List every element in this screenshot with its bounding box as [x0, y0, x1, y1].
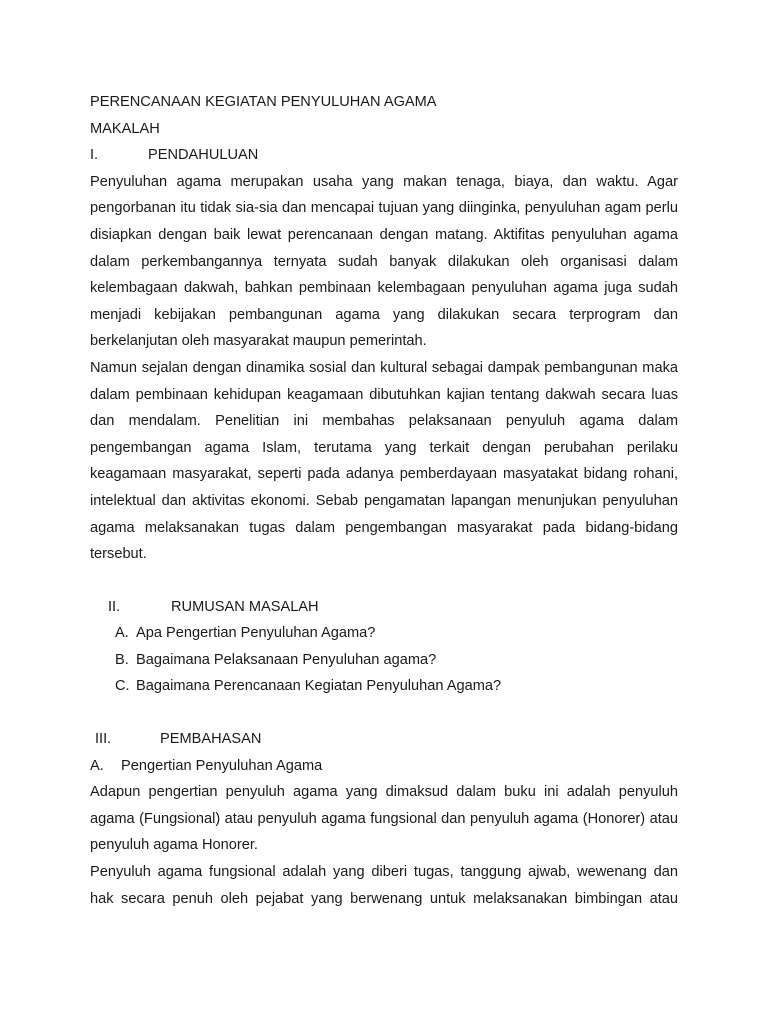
section-heading-pendahuluan [90, 142, 678, 169]
list-marker: A. [115, 625, 129, 642]
section-heading-rumusan-masalah [90, 594, 678, 621]
document-title: PERENCANAAN KEGIATAN PENYULUHAN AGAMA [90, 94, 437, 110]
list-item [90, 620, 678, 647]
list-item-text: Bagaimana Pelaksanaan Penyuluhan agama? [136, 651, 437, 668]
section-title: PENDAHULUAN [148, 147, 259, 164]
list-marker: C. [115, 678, 130, 695]
paragraph: Namun sejalan dengan dinamika sosial dan kultural sebagai dampak pembangunan maka dalam pembinaan kehidupan keagamaan dibutuhkan kajian tentang dakwah secara luas dan mendalam. Penelitian ini membahas pelaksanaan penyuluh agama dalam pengembangan agama Islam, terutama yang terkait dengan perubahan perilaku keagamaan masyarakat, seperti pada adanya pemberdayaan masyatakat bidang rohani, intelektual dan aktivitas ekonomi. Sebab pengamatan lapangan menunjukan penyuluhan agama melaksanakan tugas dalam pengembangan masyarakat pada bidang-bidang tersebut. [90, 359, 678, 563]
section-number: I. [90, 147, 99, 164]
subsection-title: Pengertian Penyuluhan Agama [121, 757, 323, 774]
document-page [90, 89, 678, 912]
list-item-text: Bagaimana Perencanaan Kegiatan Penyuluhan Agama? [136, 678, 502, 695]
section-number: III. [95, 731, 112, 748]
problem-list [90, 620, 678, 700]
list-item [90, 673, 678, 700]
section-title: RUMUSAN MASALAH [171, 598, 319, 615]
paragraph: Penyuluh agama fungsional adalah yang diberi tugas, tanggung ajwab, wewenang dan hak secara penuh oleh pejabat yang berwenang untuk melaksanakan bimbingan atau [90, 864, 678, 907]
list-marker: B. [115, 651, 129, 668]
section-number: II. [108, 598, 121, 615]
document-subtitle: MAKALAH [90, 120, 160, 137]
paragraph: Penyuluhan agama merupakan usaha yang makan tenaga, biaya, dan waktu. Agar pengorbanan itu tidak sia-sia dan mencapai tujuan yang diinginka, penyuluhan agam perlu disiapkan dengan baik lewat perencanaan dengan matang. Aktifitas penyuluhan agama dalam perkembangannya ternyata sudah banyak dilakukan oleh organisasi dalam kelembagaan dakwah, bahkan pembinaan kelembagaan penyuluhan agama juga sudah menjadi kebijakan pembangunan agama yang dilakukan secara terprogram dan berkelanjutan oleh masyarakat maupun pemerintah. [90, 173, 678, 350]
section-title: PEMBAHASAN [160, 731, 262, 748]
subsection-heading [90, 753, 678, 780]
paragraph: Adapun pengertian penyuluh agama yang dimaksud dalam buku ini adalah penyuluh agama (Fungsional) atau penyuluh agama fungsional dan penyuluh agama (Honorer) atau penyuluh agama Honorer. [90, 784, 678, 854]
subsection-marker: A. [90, 757, 104, 774]
list-item-text: Apa Pengertian Penyuluhan Agama? [136, 625, 376, 642]
list-item [90, 647, 678, 674]
section-heading-pembahasan [90, 726, 678, 753]
